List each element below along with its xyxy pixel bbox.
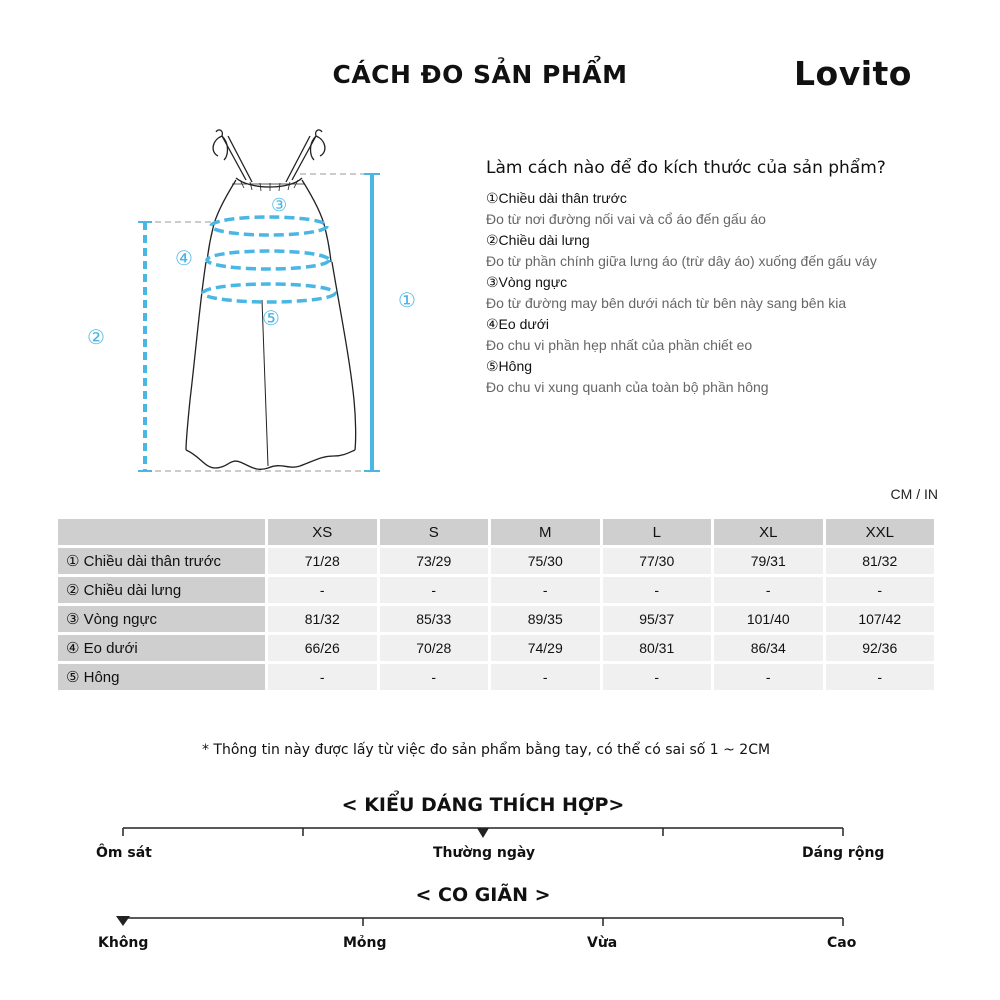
guide-item-desc: Đo chu vi phần hẹp nhất của phần chiết eo — [486, 337, 753, 353]
unit-label: CM / IN — [890, 486, 938, 502]
measurement-note: * Thông tin này được lấy từ việc đo sản phẩm bằng tay, có thể có sai số 1 ~ 2CM — [201, 742, 771, 758]
stretch-indicator-icon — [116, 916, 130, 926]
table-cell: - — [714, 664, 823, 690]
table-cell: - — [491, 577, 600, 603]
marker-5: ⑤ — [262, 306, 280, 330]
table-cell: - — [268, 664, 377, 690]
row-label: ② Chiều dài lưng — [58, 577, 265, 603]
guide-item — [486, 356, 986, 398]
fit-indicator-icon — [477, 828, 489, 838]
table-row — [58, 635, 934, 661]
table-cell: - — [491, 664, 600, 690]
table-corner — [58, 519, 265, 545]
table-cell: 75/30 — [491, 548, 600, 574]
fit-title: < KIỂU DÁNG THÍCH HỢP> — [341, 794, 625, 816]
guide-item — [486, 188, 986, 230]
table-cell: 66/26 — [268, 635, 377, 661]
guide-item-desc: Đo từ phần chính giữa lưng áo (trừ dây áo) xuống đến gấu váy — [486, 253, 877, 269]
table-cell: 74/29 — [491, 635, 600, 661]
row-label: ⑤ Hông — [58, 664, 265, 690]
fit-scale — [110, 820, 855, 842]
row-label: ① Chiều dài thân trước — [58, 548, 265, 574]
marker-3: ③ — [271, 195, 288, 216]
table-cell: 95/37 — [603, 606, 712, 632]
row-label: ④ Eo dưới — [58, 635, 265, 661]
size-header: S — [380, 519, 489, 545]
table-cell: 101/40 — [714, 606, 823, 632]
stretch-title: < CO GIÃN > — [415, 884, 551, 906]
table-row — [58, 606, 934, 632]
guide-item-name: ④Eo dưới — [486, 316, 550, 332]
size-header: XS — [268, 519, 377, 545]
table-cell: 71/28 — [268, 548, 377, 574]
dress-measurement-diagram — [80, 125, 440, 485]
brand-logo: Lovito — [794, 54, 912, 93]
table-row — [58, 548, 934, 574]
guide-item — [486, 230, 986, 272]
fit-label-tight: Ôm sát — [96, 845, 152, 861]
table-cell: 92/36 — [826, 635, 935, 661]
guide-item-desc: Đo chu vi xung quanh của toàn bộ phần hông — [486, 379, 769, 395]
table-cell: 85/33 — [380, 606, 489, 632]
fit-label-regular: Thường ngày — [432, 845, 536, 861]
table-cell: - — [826, 577, 935, 603]
size-header: XL — [714, 519, 823, 545]
table-cell: - — [380, 577, 489, 603]
guide-item-name: ③Vòng ngực — [486, 274, 568, 290]
measurement-guide — [486, 188, 986, 398]
size-table — [55, 516, 937, 693]
table-cell: - — [603, 664, 712, 690]
table-cell: 81/32 — [268, 606, 377, 632]
stretch-label-none: Không — [98, 935, 149, 951]
guide-item — [486, 314, 986, 356]
dress-outline — [186, 130, 356, 469]
fit-label-loose: Dáng rộng — [802, 845, 885, 861]
guide-item-name: ②Chiều dài lưng — [486, 232, 590, 248]
guide-item-name: ①Chiều dài thân trước — [486, 190, 627, 206]
stretch-label-medium: Vừa — [587, 935, 618, 951]
table-cell: - — [714, 577, 823, 603]
size-header: XXL — [826, 519, 935, 545]
table-cell: 79/31 — [714, 548, 823, 574]
stretch-label-thin: Mỏng — [343, 935, 387, 951]
size-header: M — [491, 519, 600, 545]
table-cell: 89/35 — [491, 606, 600, 632]
guide-title: Làm cách nào để đo kích thước của sản phẩm? — [486, 158, 886, 178]
table-cell: 107/42 — [826, 606, 935, 632]
guide-item-desc: Đo từ nơi đường nối vai và cổ áo đến gấu áo — [486, 211, 766, 227]
table-cell: 86/34 — [714, 635, 823, 661]
table-row — [58, 664, 934, 690]
table-cell: - — [268, 577, 377, 603]
size-header-row — [58, 519, 934, 545]
marker-2: ② — [87, 325, 105, 349]
markers — [87, 195, 416, 349]
table-cell: 77/30 — [603, 548, 712, 574]
stretch-scale — [110, 910, 855, 932]
table-cell: 73/29 — [380, 548, 489, 574]
table-cell: 70/28 — [380, 635, 489, 661]
table-cell: - — [380, 664, 489, 690]
guide-item-name: ⑤Hông — [486, 358, 533, 374]
marker-4: ④ — [175, 246, 193, 270]
table-cell: - — [826, 664, 935, 690]
page-title: CÁCH ĐO SẢN PHẨM — [332, 60, 628, 89]
size-header: L — [603, 519, 712, 545]
table-cell: 80/31 — [603, 635, 712, 661]
marker-1: ① — [398, 288, 416, 312]
stretch-label-high: Cao — [827, 935, 857, 951]
measure-lines — [138, 174, 380, 471]
guide-item — [486, 272, 986, 314]
row-label: ③ Vòng ngực — [58, 606, 265, 632]
table-row — [58, 577, 934, 603]
table-cell: 81/32 — [826, 548, 935, 574]
table-cell: - — [603, 577, 712, 603]
guide-item-desc: Đo từ đường may bên dưới nách từ bên này sang bên kia — [486, 295, 847, 311]
